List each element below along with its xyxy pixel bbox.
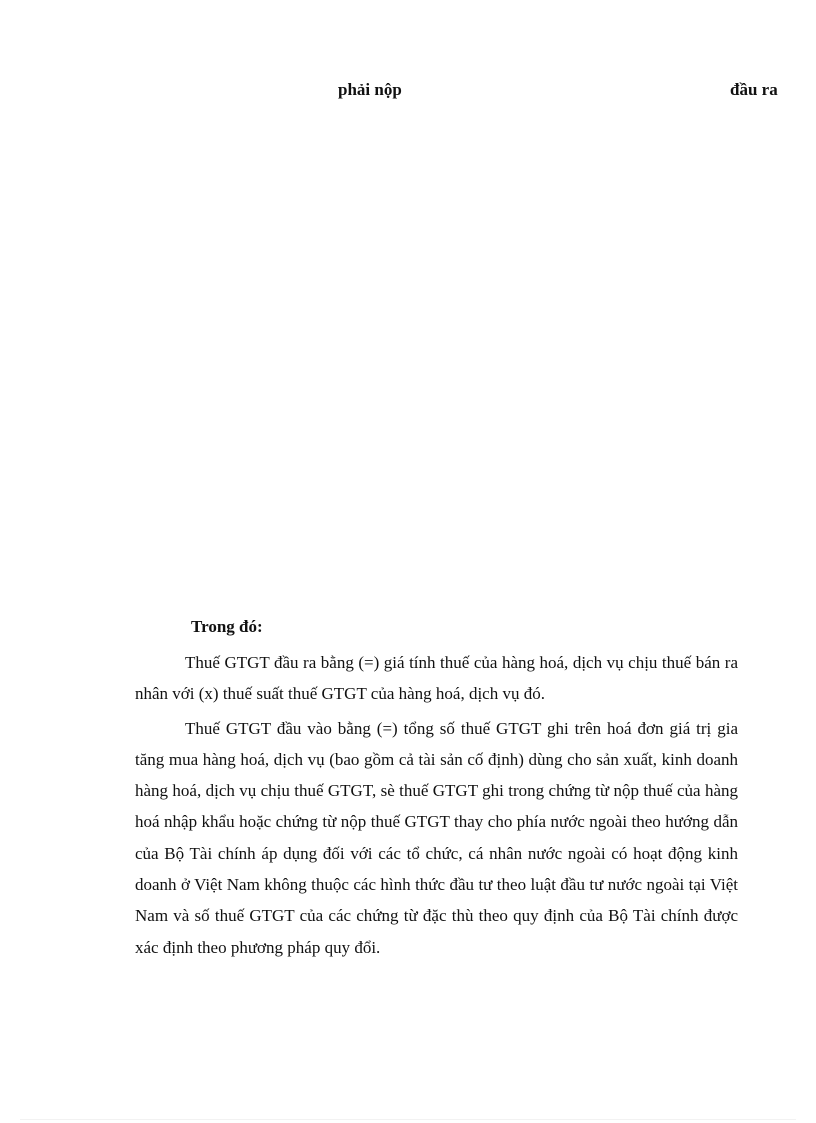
paragraph-output-vat: Thuế GTGT đầu ra bằng (=) giá tính thuế của hàng hoá, dịch vụ chịu thuế bán ra nhân với (x) thuế suất thuế GTGT của hàng hoá, dịch vụ đó. bbox=[135, 653, 738, 704]
body-text-block bbox=[135, 613, 738, 963]
page-bottom-edge bbox=[20, 1119, 796, 1120]
formula-fragment-left: phải nộp bbox=[338, 80, 402, 99]
formula-fragment-right: đầu ra bbox=[730, 80, 778, 99]
section-heading: Trong đó: bbox=[191, 617, 263, 636]
paragraph-input-vat: Thuế GTGT đầu vào bằng (=) tổng số thuế GTGT ghi trên hoá đơn giá trị gia tăng mua hàng hoá, dịch vụ (bao gồm cả tài sản cố định) dùng cho sản xuất, kinh doanh hàng hoá, dịch vụ chịu thuế GTGT, sè thuế GTGT ghi trong chứng từ nộp thuế của hàng hoá nhập khẩu hoặc chứng từ nộp thuế GTGT thay cho phía nước ngoài theo hướng dẫn của Bộ Tài chính áp dụng đối với các tổ chức, cá nhân nước ngoài có hoạt động kinh doanh ở Việt Nam không thuộc các hình thức đầu tư theo luật đầu tư nước ngoài tại Việt Nam và số thuế GTGT của các chứng từ đặc thù theo quy định của Bộ Tài chính được xác định theo phương pháp quy đổi. bbox=[135, 718, 738, 957]
